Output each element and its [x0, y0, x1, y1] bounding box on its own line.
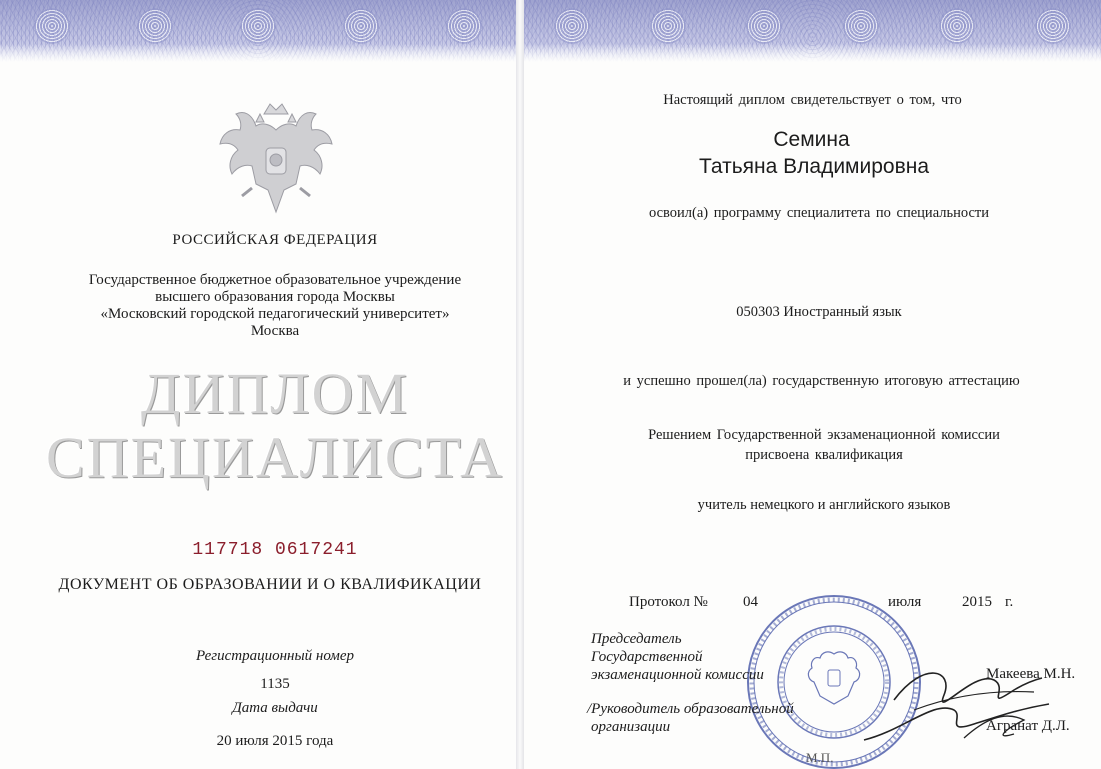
registration-number: 1135	[260, 676, 290, 692]
graduate-given-names: Татьяна Владимировна	[698, 155, 930, 178]
rosette-ornament	[1035, 8, 1071, 44]
diploma-left-page	[0, 0, 517, 769]
double-headed-eagle-icon	[212, 100, 340, 220]
issue-date: 20 июля 2015 года	[216, 733, 334, 749]
commission-decision	[524, 425, 1101, 465]
page-gutter	[516, 0, 524, 769]
seal-mark: М.П.	[806, 750, 834, 765]
rosette-ornament	[446, 8, 482, 44]
chair-title-line: Государственной	[591, 649, 703, 665]
graduate-surname: Семина	[773, 128, 850, 151]
rosette-ornament	[34, 8, 70, 44]
head-name: Агранат Д.Л.	[986, 718, 1070, 734]
protocol-year: 2015	[962, 594, 992, 610]
rosette-ornament	[240, 8, 276, 44]
institution-line: «Московский городской педагогический университет»	[100, 306, 450, 322]
rosette-row	[524, 8, 1101, 44]
institution-city: Москва	[250, 323, 300, 339]
serial-number: 117718 0617241	[192, 540, 358, 560]
qualification: учитель немецкого и английского языков	[697, 497, 951, 513]
guilloche-band	[0, 0, 516, 62]
registration-label: Регистрационный номер	[195, 648, 354, 664]
federation-title: РОССИЙСКАЯ ФЕДЕРАЦИЯ	[172, 232, 378, 248]
attestation-statement: и успешно прошел(ла) государственную итоговую аттестацию	[623, 373, 1020, 389]
chair-title-line: экзаменационной комиссии	[591, 667, 764, 683]
decision-line: Решением Государственной экзаменационной комиссии	[648, 427, 1000, 443]
rosette-ornament	[554, 8, 590, 44]
institution-line: высшего образования города Москвы	[155, 289, 395, 305]
head-title-line: организации	[591, 719, 671, 735]
diploma-title-line: ДИПЛОМ	[140, 361, 410, 426]
certification-intro: Настоящий диплом свидетельствует о том, что	[663, 92, 962, 108]
rosette-ornament	[650, 8, 686, 44]
rosette-ornament	[343, 8, 379, 44]
diploma-title	[0, 362, 517, 490]
specialty: 050303 Иностранный язык	[736, 304, 902, 320]
institution-line: Государственное бюджетное образовательное учреждение	[88, 272, 462, 288]
rosette-ornament	[137, 8, 173, 44]
protocol-number: 04	[743, 594, 758, 610]
head-title-line: /Руководитель образовательной	[587, 701, 794, 717]
institution-name	[0, 272, 517, 340]
decision-line: присвоена квалификация	[745, 447, 903, 463]
rosette-ornament	[939, 8, 975, 44]
chair-title-line: Председатель	[591, 631, 682, 647]
issue-date-label: Дата выдачи	[232, 700, 318, 716]
document-type: ДОКУМЕНТ ОБ ОБРАЗОВАНИИ И О КВАЛИФИКАЦИИ	[58, 576, 482, 593]
protocol-label: Протокол №	[629, 594, 708, 610]
diploma-right-page	[524, 0, 1101, 769]
guilloche-band	[524, 0, 1101, 62]
rosette-ornament	[746, 8, 782, 44]
program-statement: освоил(а) программу специалитета по специальности	[648, 205, 990, 221]
protocol-month: июля	[888, 594, 922, 610]
protocol-year-suffix: г.	[1005, 594, 1014, 610]
diploma-title-line: СПЕЦИАЛИСТА	[46, 425, 504, 490]
rosette-ornament	[843, 8, 879, 44]
chair-name: Макеева М.Н.	[986, 666, 1076, 682]
rosette-row	[0, 8, 516, 44]
